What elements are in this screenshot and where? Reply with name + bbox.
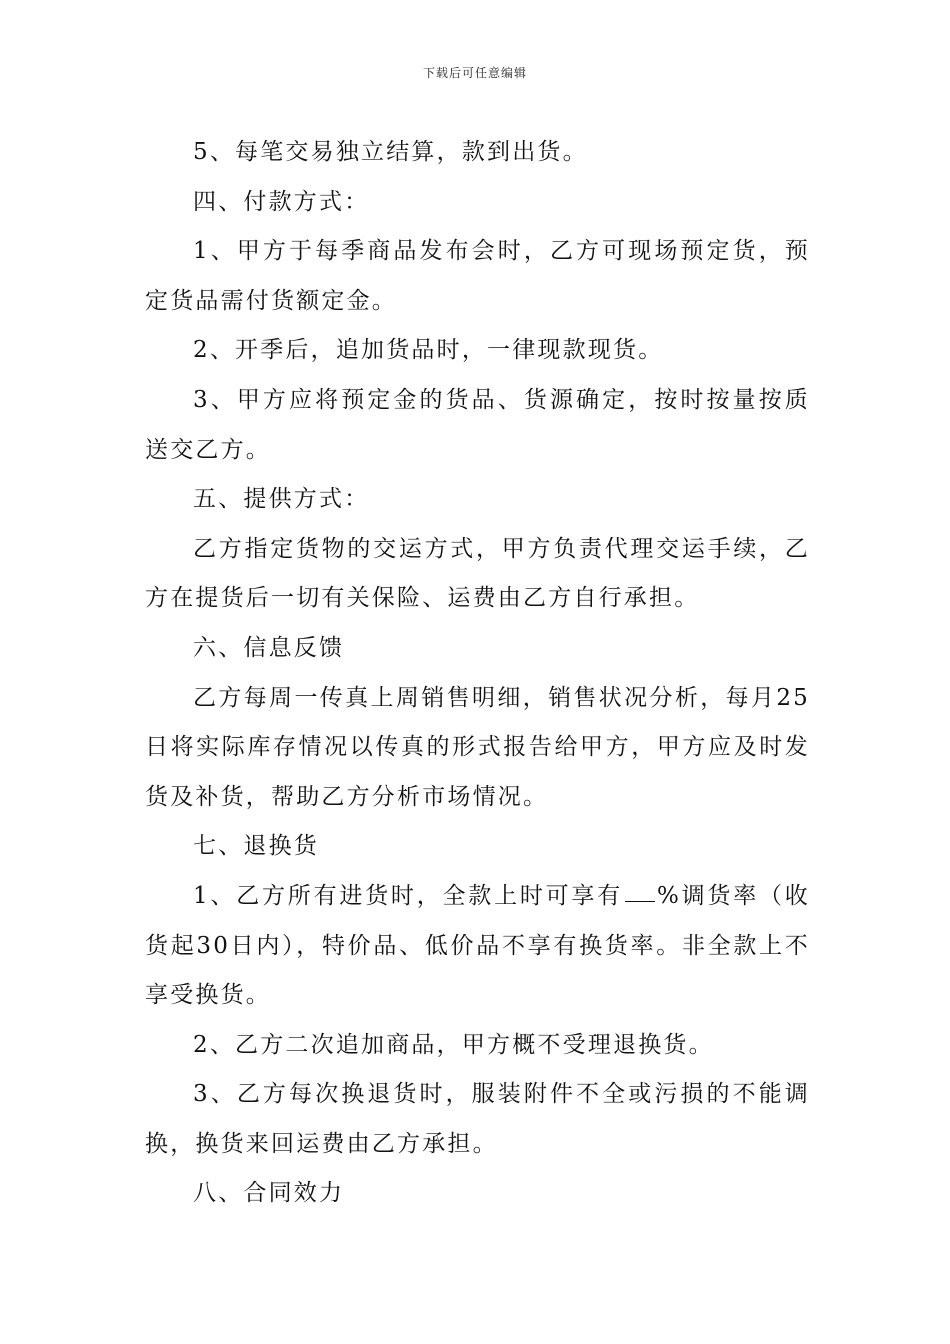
return-clause-text-before: 1、乙方所有进货时，全款上时可享有 — [193, 882, 623, 909]
document-body — [145, 128, 810, 1219]
section-heading: 八、合同效力 — [193, 1180, 345, 1207]
clause-paragraph: 乙方指定货物的交运方式，甲方负责代理交运手续，乙方在提货后一切有关保险、运费由乙方自行承担。 — [145, 535, 810, 612]
section-heading: 六、信息反馈 — [193, 634, 345, 661]
section-heading: 七、退换货 — [193, 833, 319, 860]
clause-paragraph: 3、乙方每次换退货时，服装附件不全或污损的不能调换，换货来回运费由乙方承担。 — [145, 1081, 810, 1157]
return-clause-text-after: %调货率（收货起30日内），特价品、低价品不享有换货率。非全款上不享受换货。 — [145, 882, 810, 1009]
fill-in-blank — [625, 899, 655, 902]
return-clause-paragraph — [145, 872, 810, 1021]
section-heading: 五、提供方式： — [193, 486, 370, 513]
clause-paragraph: 乙方每周一传真上周销售明细，销售状况分析，每月25日将实际库存情况以传真的形式报告给甲方，甲方应及时发货及补货，帮助乙方分析市场情况。 — [145, 684, 810, 810]
clause-paragraph: 2、开季后，追加货品时，一律现款现货。 — [193, 337, 664, 364]
clause-paragraph: 5、每笔交易独立结算，款到出货。 — [193, 139, 588, 165]
clause-paragraph: 1、甲方于每季商品发布会时，乙方可现场预定货，预定货品需付货额定金。 — [145, 238, 810, 314]
section-heading: 四、付款方式： — [193, 188, 370, 215]
clause-paragraph: 3、甲方应将预定金的货品、货源确定，按时按量按质送交乙方。 — [145, 386, 810, 463]
clause-paragraph: 2、乙方二次追加商品，甲方概不受理退换货。 — [193, 1031, 714, 1058]
page-header: 下载后可任意编辑 — [422, 66, 527, 80]
